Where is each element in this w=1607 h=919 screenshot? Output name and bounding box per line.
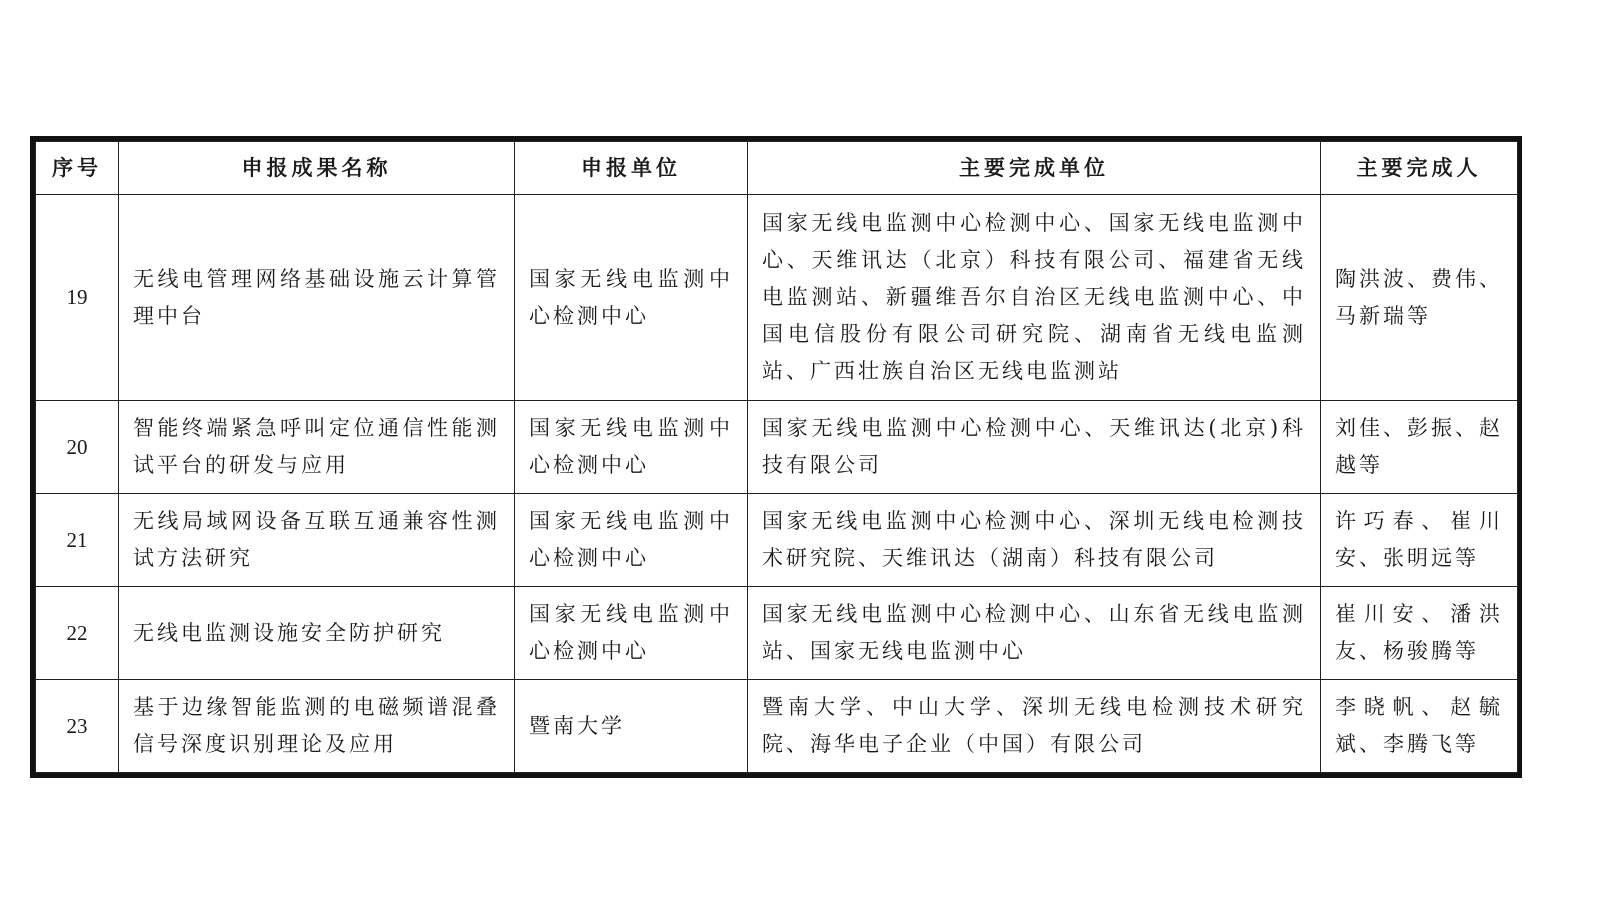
cell-applicant: 国家无线电监测中心检测中心 (515, 494, 748, 587)
cell-main-persons: 许巧春、崔川安、张明远等 (1321, 494, 1518, 587)
cell-main-persons: 刘佳、彭振、赵越等 (1321, 401, 1518, 494)
cell-applicant: 国家无线电监测中心检测中心 (515, 587, 748, 680)
cell-main-units: 国家无线电监测中心检测中心、天维讯达(北京)科技有限公司 (748, 401, 1321, 494)
cell-achievement-name: 无线局域网设备互联互通兼容性测试方法研究 (119, 494, 515, 587)
cell-main-units: 国家无线电监测中心检测中心、深圳无线电检测技术研究院、天维讯达（湖南）科技有限公司 (748, 494, 1321, 587)
cell-main-units: 暨南大学、中山大学、深圳无线电检测技术研究院、海华电子企业（中国）有限公司 (748, 680, 1321, 773)
cell-seq: 22 (36, 587, 119, 680)
awards-table (35, 141, 1518, 773)
cell-seq: 23 (36, 680, 119, 773)
cell-achievement-name: 无线电监测设施安全防护研究 (119, 587, 515, 680)
cell-seq: 19 (36, 195, 119, 401)
table-row (36, 195, 1518, 401)
cell-achievement-name: 基于边缘智能监测的电磁频谱混叠信号深度识别理论及应用 (119, 680, 515, 773)
cell-main-persons: 陶洪波、费伟、马新瑞等 (1321, 195, 1518, 401)
header-seq: 序号 (36, 142, 119, 195)
table-row (36, 401, 1518, 494)
header-main-units: 主要完成单位 (748, 142, 1321, 195)
cell-main-units: 国家无线电监测中心检测中心、国家无线电监测中心、天维讯达（北京）科技有限公司、福建省无线电监测站、新疆维吾尔自治区无线电监测中心、中国电信股份有限公司研究院、湖南省无线电监测站、广西壮族自治区无线电监测站 (748, 195, 1321, 401)
awards-table-frame (30, 136, 1522, 778)
cell-seq: 20 (36, 401, 119, 494)
cell-applicant: 国家无线电监测中心检测中心 (515, 401, 748, 494)
cell-main-persons: 崔川安、潘洪友、杨骏腾等 (1321, 587, 1518, 680)
table-row (36, 587, 1518, 680)
cell-applicant: 国家无线电监测中心检测中心 (515, 195, 748, 401)
cell-main-units: 国家无线电监测中心检测中心、山东省无线电监测站、国家无线电监测中心 (748, 587, 1321, 680)
header-main-persons: 主要完成人 (1321, 142, 1518, 195)
header-achievement-name: 申报成果名称 (119, 142, 515, 195)
cell-seq: 21 (36, 494, 119, 587)
cell-achievement-name: 无线电管理网络基础设施云计算管理中台 (119, 195, 515, 401)
table-header-row (36, 142, 1518, 195)
cell-achievement-name: 智能终端紧急呼叫定位通信性能测试平台的研发与应用 (119, 401, 515, 494)
table-row (36, 680, 1518, 773)
table-row (36, 494, 1518, 587)
cell-applicant: 暨南大学 (515, 680, 748, 773)
cell-main-persons: 李晓帆、赵毓斌、李腾飞等 (1321, 680, 1518, 773)
header-applicant: 申报单位 (515, 142, 748, 195)
